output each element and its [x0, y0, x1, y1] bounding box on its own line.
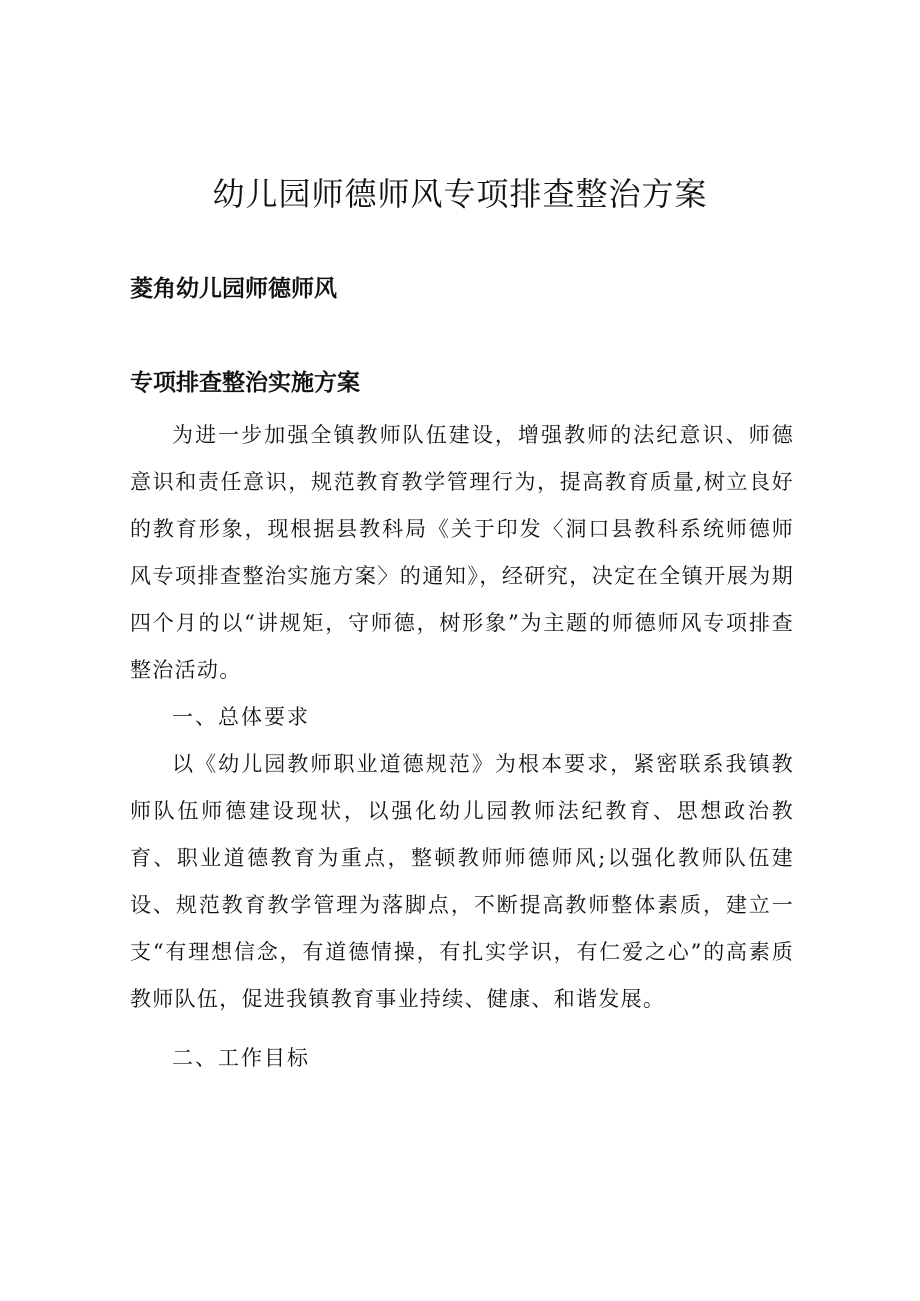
section-spacer [130, 1023, 794, 1035]
section-heading-overall-requirements: 一、总体要求 [172, 705, 310, 729]
section-paragraph-overall-requirements: 以《幼儿园教师职业道德规范》为根本要求，紧密联系我镇教师队伍师德建设现状，以强化幼儿园教师法纪教育、思想政治教育、职业道德教育为重点，整顿教师师德师风;以强化教师队伍建设、规范教育教学管理为落脚点，不断提高教师整体素质，建立一支“有理想信念，有道德情操，有扎实学识，有仁爱之心”的高素质教师队伍，促进我镇教育事业持续、健康、和谐发展。 [130, 752, 794, 1011]
section-heading-work-goals: 二、工作目标 [172, 1046, 310, 1070]
document-body [130, 412, 794, 1082]
subheading-kindergarten: 菱角幼儿园师德师风 [130, 276, 337, 302]
document-title: 幼儿园师德师风专项排查整治方案 [212, 175, 708, 213]
intro-paragraph: 为进一步加强全镇教师队伍建设，增强教师的法纪意识、师德意识和责任意识，规范教育教学管理行为，提高教育质量,树立良好的教育形象，现根据县教科局《关于印发〈洞口县教科系统师德师风专项排查整治实施方案〉的通知》，经研究，决定在全镇开展为期四个月的以“讲规矩，守师德，树形象”为主题的师德师风专项排查整治活动。 [130, 423, 794, 682]
subheading-plan: 专项排查整治实施方案 [130, 370, 360, 396]
